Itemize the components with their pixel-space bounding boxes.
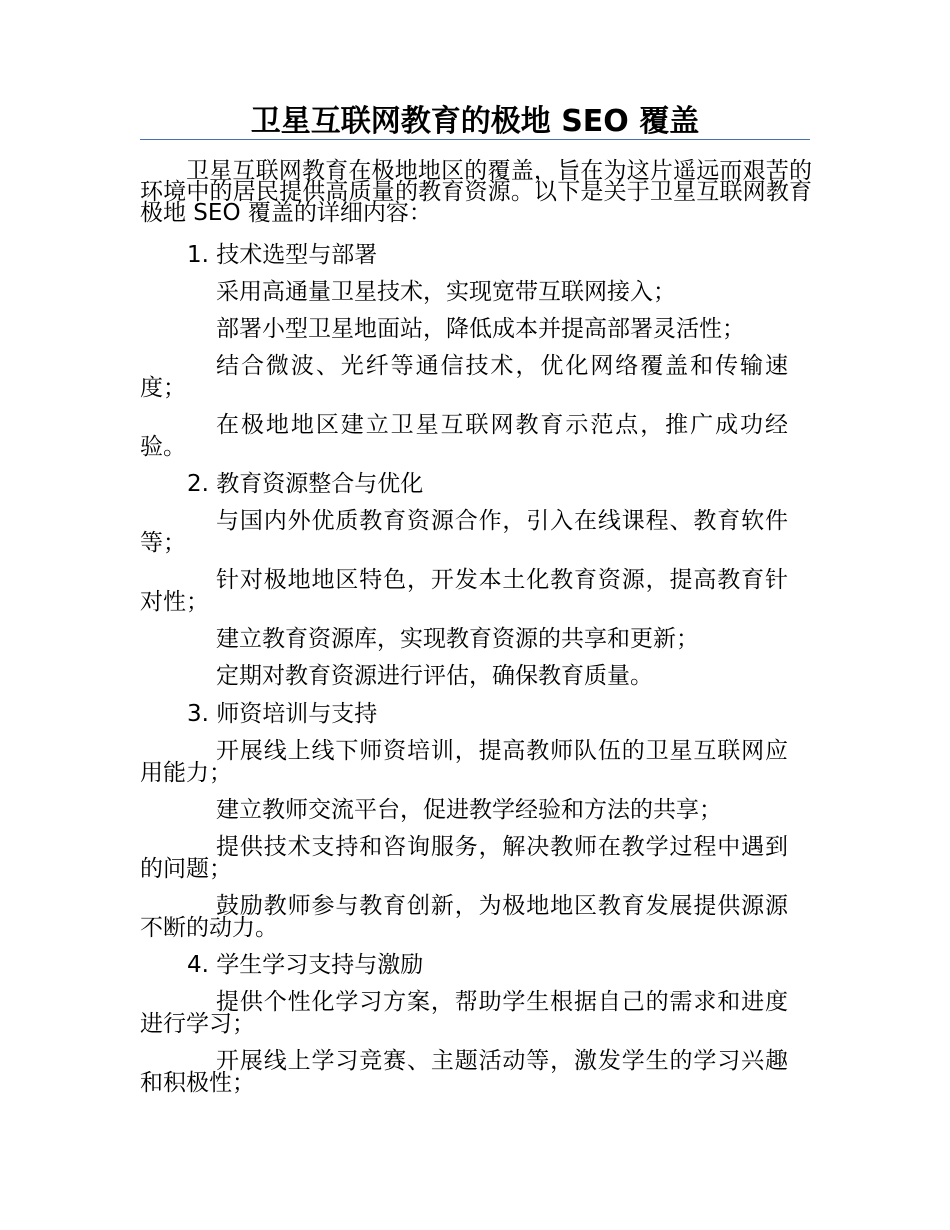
section-heading-3: 3. 师资培训与支持: [187, 701, 378, 727]
section-heading-4: 4. 学生学习支持与激励: [187, 952, 424, 978]
section-1-item-2: 部署小型卫星地面站，降低成本并提高部署灵活性；: [216, 316, 745, 342]
section-3-item-4: 鼓励教师参与教育创新，为极地地区教育发展提供源源不断的动力。: [140, 893, 788, 941]
intro-paragraph: 卫星互联网教育在极地地区的覆盖，旨在为这片遥远而艰苦的环境中的居民提供高质量的教育资源。以下是关于卫星互联网教育极地 SEO 覆盖的详细内容：: [140, 158, 812, 226]
document-title: 卫星互联网教育的极地 SEO 覆盖: [250, 104, 700, 139]
section-heading-1: 1. 技术选型与部署: [187, 242, 378, 268]
section-heading-2: 2. 教育资源整合与优化: [187, 471, 424, 497]
section-3-item-3: 提供技术支持和咨询服务，解决教师在教学过程中遇到的问题；: [140, 834, 788, 882]
section-3-item-1: 开展线上线下师资培训，提高教师队伍的卫星互联网应用能力；: [140, 738, 788, 786]
section-1-item-3: 结合微波、光纤等通信技术，优化网络覆盖和传输速度；: [140, 353, 788, 401]
section-2-item-2: 针对极地地区特色，开发本土化教育资源，提高教育针对性；: [140, 567, 788, 615]
section-2-item-3: 建立教育资源库，实现教育资源的共享和更新；: [216, 626, 699, 652]
section-2-item-1: 与国内外优质教育资源合作，引入在线课程、教育软件等；: [140, 508, 788, 556]
section-1-item-4: 在极地地区建立卫星互联网教育示范点，推广成功经验。: [140, 412, 788, 460]
section-4-item-2: 开展线上学习竞赛、主题活动等，激发学生的学习兴趣和积极性；: [140, 1048, 788, 1096]
section-2-item-4: 定期对教育资源进行评估，确保教育质量。: [216, 663, 653, 689]
section-4-item-1: 提供个性化学习方案，帮助学生根据自己的需求和进度进行学习；: [140, 989, 788, 1037]
section-1-item-1: 采用高通量卫星技术，实现宽带互联网接入；: [216, 279, 676, 305]
title-underline: [140, 139, 810, 140]
section-3-item-2: 建立教师交流平台，促进教学经验和方法的共享；: [216, 797, 722, 823]
